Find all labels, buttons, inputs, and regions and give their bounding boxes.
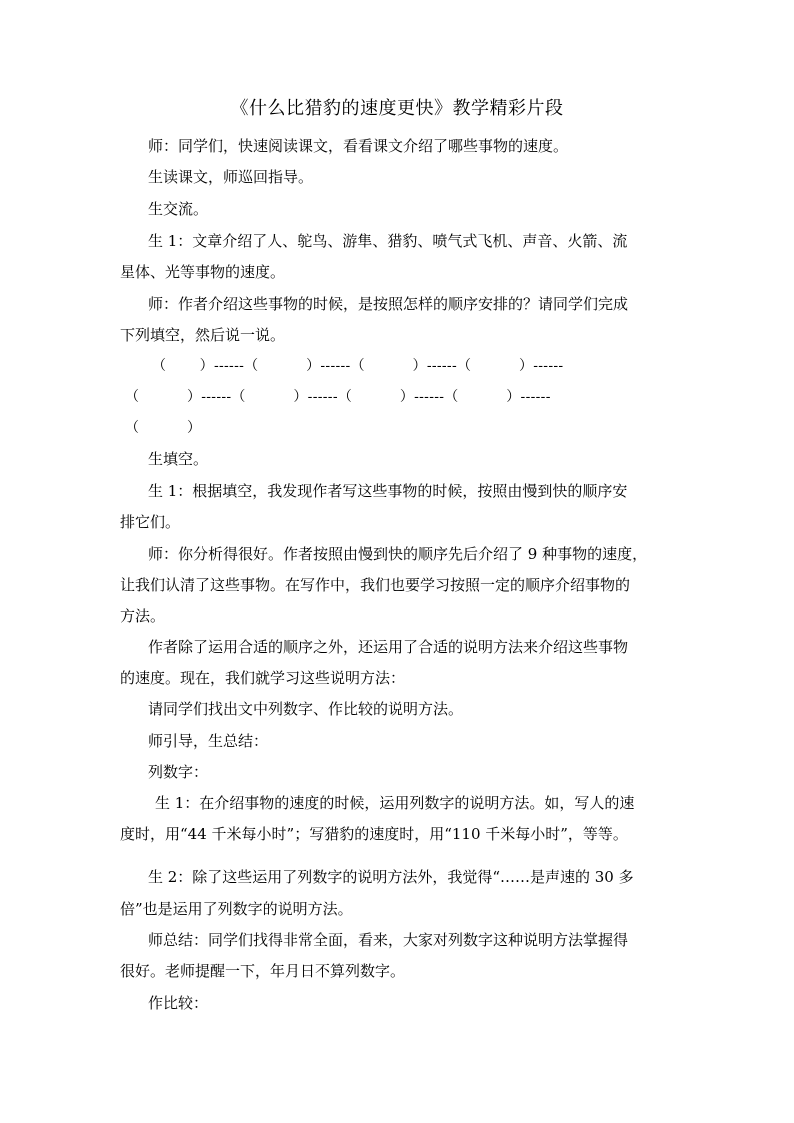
paragraph-line: 生交流。	[148, 200, 209, 218]
paragraph-line: 让我们认清了这些事物。在写作中，我们也要学习按照一定的顺序介绍事物的	[120, 576, 631, 594]
paragraph-line: 师引导，生总结：	[148, 732, 269, 750]
paragraph-line: 生 2：除了这些运用了列数字的说明方法外，我觉得“……是声速的 30 多	[148, 868, 634, 886]
paragraph-line: 师：作者介绍这些事物的时候，是按照怎样的顺序安排的？请同学们完成	[148, 295, 629, 313]
paragraph-line: 的速度。现在，我们就学习这些说明方法：	[120, 669, 406, 687]
paragraph-line: 作比较：	[148, 994, 209, 1012]
paragraph-line: 方法。	[120, 607, 166, 625]
paragraph-line: 列数字：	[148, 763, 209, 781]
paragraph-line: 排它们。	[120, 513, 181, 531]
paragraph-line: 生填空。	[148, 450, 209, 468]
paragraph-line: 作者除了运用合适的顺序之外，还运用了合适的说明方法来介绍这些事物	[148, 638, 629, 656]
paragraph-line: 生 1：在介绍事物的速度的时候，运用列数字的说明方法。如，写人的速	[155, 794, 635, 812]
fill-blank-row: （ ）------（ ）------（ ）------（ ）------	[152, 358, 564, 374]
fill-blank-row: （ ）------（ ）------（ ）------（ ）------	[125, 389, 551, 405]
paragraph-line: 师：你分析得很好。作者按照由慢到快的顺序先后介绍了 9 种事物的速度，	[148, 545, 648, 563]
paragraph-line: 度时，用“44 千米每小时”；写猎豹的速度时，用“110 千米每小时”，等等。	[120, 825, 628, 843]
paragraph-line: 星体、光等事物的速度。	[120, 263, 286, 281]
paragraph-line: 很好。老师提醒一下，年月日不算列数字。	[120, 962, 406, 980]
paragraph-line: 下列填空，然后说一说。	[120, 326, 286, 344]
paragraph-line: 师：同学们，快速阅读课文，看看课文介绍了哪些事物的速度。	[148, 137, 569, 155]
paragraph-line: 生 1：文章介绍了人、鸵鸟、游隼、猎豹、喷气式飞机、声音、火箭、流	[148, 232, 628, 250]
paragraph-line: 生 1：根据填空，我发现作者写这些事物的时候，按照由慢到快的顺序安	[148, 482, 628, 500]
paragraph-line: 师总结：同学们找得非常全面，看来，大家对列数字这种说明方法掌握得	[148, 931, 629, 949]
paragraph-line: 生读课文，师巡回指导。	[148, 168, 314, 186]
document-title: 《什么比猎豹的速度更快》教学精彩片段	[230, 98, 564, 119]
paragraph-line: 倍”也是运用了列数字的说明方法。	[120, 900, 353, 918]
paragraph-line: 请同学们找出文中列数字、作比较的说明方法。	[148, 700, 464, 718]
fill-blank-row: （ ）	[125, 420, 202, 436]
